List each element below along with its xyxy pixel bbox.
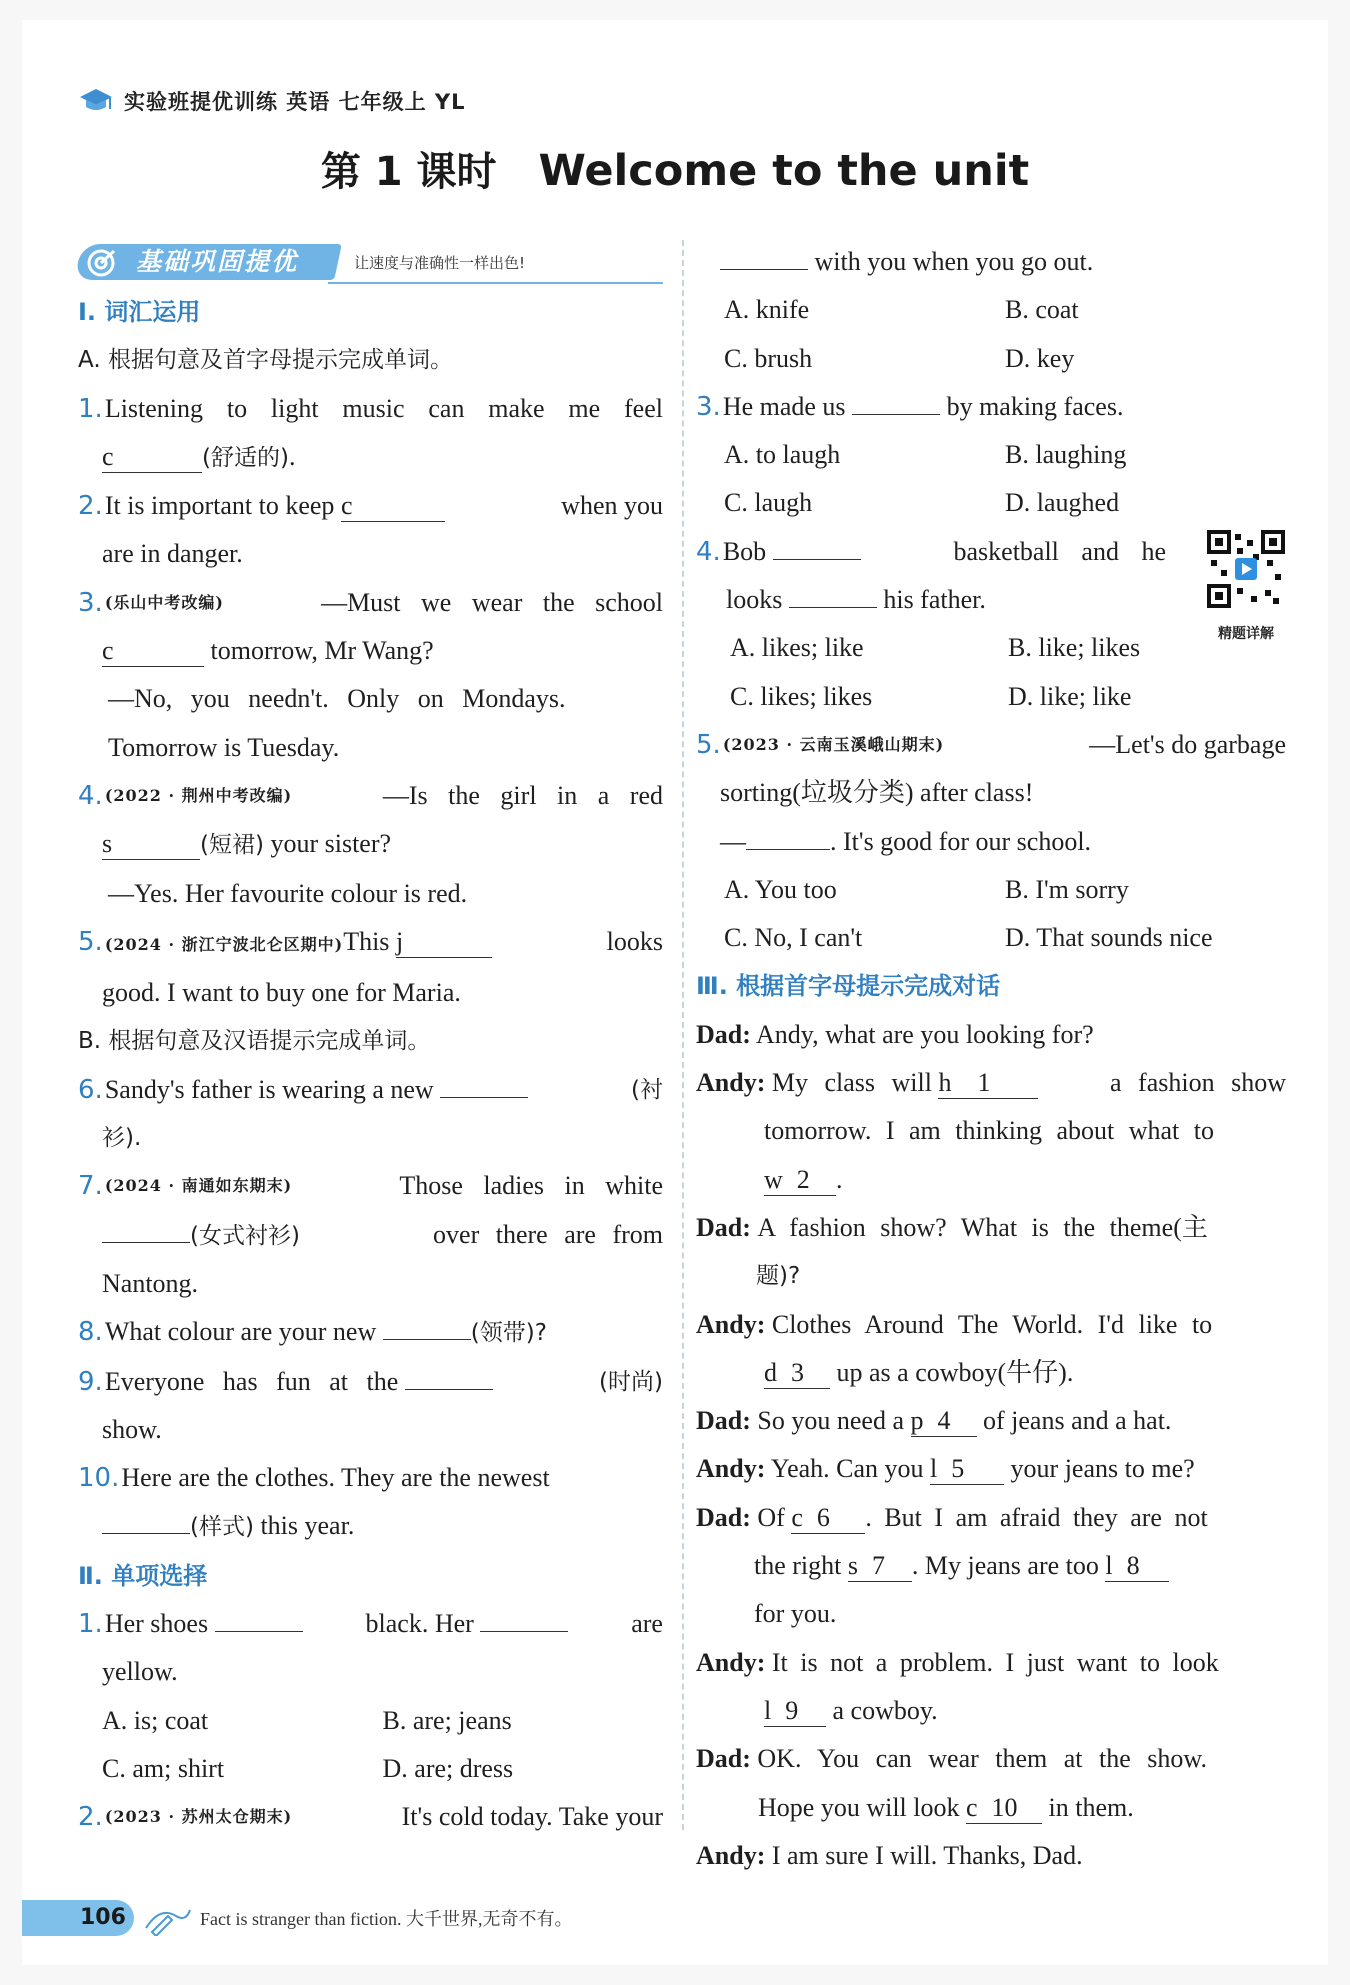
dialog-line-9b: Hope you will look c 10 in them. (758, 1792, 1134, 1822)
vocab-q3-line2: c tomorrow, Mr Wang? (102, 636, 434, 666)
option-d[interactable]: D. laughed (1005, 488, 1120, 518)
answer-blank[interactable]: h 1 (938, 1068, 1038, 1099)
mc-q2-line1: 2. (2023 · 苏州太仓期末) It's cold today. Take your (78, 1793, 663, 1841)
qr-code[interactable] (1206, 530, 1286, 644)
question-source: (2024 · 南通如东期末) (104, 1176, 293, 1196)
vocab-q7-line3: Nantong. (102, 1268, 199, 1298)
answer-blank[interactable]: s (102, 829, 200, 860)
mc-q5-options (696, 866, 1286, 963)
dialog-line-5: Dad: So you need a p 4 of jeans and a hat. (696, 1406, 1172, 1436)
vocab-q2-line2: are in danger. (102, 539, 243, 569)
page-number: 106 (22, 1900, 134, 1936)
mc-q5-line2: sorting(垃圾分类) after class! (720, 778, 1034, 808)
qr-code-icon (1207, 530, 1285, 608)
dialog-line-7b: the right s 7 . My jeans are too l 8 (696, 1542, 1286, 1590)
answer-blank[interactable] (102, 1242, 190, 1243)
dialog-line-4: Andy: Clothes Around The World. I'd like to (696, 1309, 1213, 1339)
option-a[interactable]: A. You too (724, 874, 837, 904)
dialog-line-6: Andy: Yeah. Can you l 5 your jeans to me? (696, 1454, 1195, 1484)
vocab-q2-line1: 2.It is important to keep c when you (78, 491, 663, 522)
answer-blank[interactable]: w 2 (764, 1165, 836, 1196)
question-source: (2023 · 云南玉溪峨山期末) (722, 734, 945, 754)
part-a-instruction: A. 根据句意及首字母提示完成单词。 (78, 347, 453, 374)
section-dialog-title: Ⅲ. 根据首字母提示完成对话 (696, 972, 1001, 1001)
dialog-line-3: Dad: A fashion show? What is the theme(主 (696, 1212, 1208, 1242)
banner-label: 基础巩固提优 (136, 247, 299, 276)
page-title (0, 140, 1350, 197)
dialog-line-7c: for you. (754, 1599, 837, 1629)
lesson-topic: Welcome to the unit (538, 146, 1030, 196)
option-b[interactable]: B. I'm sorry (1005, 874, 1129, 904)
vocab-q4-line1: 4. (2022 · 荆州中考改编) —Is the girl in a red (78, 772, 663, 820)
mc-q2-line2: with you when you go out. (696, 238, 1286, 286)
answer-blank[interactable] (405, 1389, 493, 1390)
dialog-line-9: Dad: OK. You can wear them at the show. (696, 1744, 1207, 1774)
vocab-q7-line2: (女式衬衫) over there are from (78, 1211, 663, 1260)
option-a[interactable]: A. is; coat (102, 1705, 209, 1735)
answer-blank[interactable]: l 5 (930, 1454, 1004, 1485)
option-a[interactable]: A. likes; like (730, 633, 864, 663)
mc-q3-line1: 3.He made us by making faces. (696, 391, 1124, 422)
answer-blank[interactable]: c 10 (966, 1793, 1042, 1824)
vocab-q6-line1: 6.Sandy's father is wearing a new (衬 (78, 1074, 663, 1105)
answer-blank[interactable]: p 4 (911, 1406, 977, 1437)
mc-q1-line1: 1.Her shoes black. Her are (78, 1609, 663, 1640)
dialog-line-8: Andy: It is not a problem. I just want to look (696, 1647, 1219, 1677)
vocab-q1-line2: c (舒适的). (102, 441, 296, 471)
vocab-q10-line1: 10.Here are the clothes. They are the newest (78, 1463, 550, 1494)
mc-q4-block (696, 528, 1286, 721)
answer-blank[interactable]: c 6 (791, 1503, 865, 1534)
vocab-q1-line1: 1.Listening to light music can make me feel (78, 393, 663, 424)
option-d[interactable]: D. That sounds nice (1005, 923, 1213, 953)
mc-q1-options (78, 1697, 663, 1794)
option-c[interactable]: C. am; shirt (102, 1753, 225, 1783)
dialog-line-2b: tomorrow. I am thinking about what to (764, 1116, 1214, 1146)
dialog-line-4b: d 3 up as a cowboy(牛仔). (764, 1357, 1074, 1387)
left-column (78, 238, 663, 1842)
answer-blank[interactable] (440, 1097, 528, 1098)
option-b[interactable]: B. like; likes (1008, 633, 1141, 663)
dialog-line-3b: 题)? (756, 1263, 801, 1290)
target-icon (86, 248, 116, 278)
answer-blank[interactable]: l 9 (764, 1696, 826, 1727)
answer-blank[interactable]: c (102, 636, 204, 667)
answer-blank[interactable] (383, 1339, 471, 1340)
vocab-q5-line1: 5. (2024 · 浙江宁波北仑区期中)This j looks (78, 926, 663, 957)
answer-blank[interactable] (480, 1631, 568, 1632)
vocab-q9-line1: 9.Everyone has fun at the (时尚) (78, 1366, 663, 1397)
answer-blank[interactable]: c (102, 442, 202, 473)
answer-blank[interactable] (215, 1631, 303, 1632)
dialog-line-10: Andy: I am sure I will. Thanks, Dad. (696, 1840, 1083, 1870)
option-d[interactable]: D. like; like (1008, 681, 1132, 711)
question-source: (2024 · 浙江宁波北仑区期中) (104, 934, 344, 954)
banner-slogan: 让速度与准确性一样出色! (354, 254, 526, 272)
answer-blank[interactable]: j (396, 927, 492, 958)
right-column (696, 238, 1286, 1880)
option-d[interactable]: D. are; dress (382, 1753, 514, 1783)
column-divider (682, 240, 684, 1830)
answer-blank[interactable] (773, 559, 861, 560)
option-c[interactable]: C. laugh (724, 488, 813, 518)
book-title: 实验班提优训练 英语 七年级上 YL (124, 90, 466, 114)
answer-blank[interactable] (746, 849, 830, 850)
option-c[interactable]: C. No, I can't (724, 923, 863, 953)
option-b[interactable]: B. coat (1005, 295, 1079, 325)
page-footer (22, 1900, 1328, 1940)
option-a[interactable]: A. knife (724, 295, 810, 325)
option-b[interactable]: B. laughing (1005, 440, 1127, 470)
mc-q5-line1: 5. (2023 · 云南玉溪峨山期末) —Let's do garbage (696, 721, 1286, 769)
book-header (78, 86, 466, 116)
answer-blank[interactable]: d 3 (764, 1358, 830, 1389)
vocab-q9-line2: show. (102, 1414, 162, 1444)
answer-blank[interactable] (852, 414, 940, 415)
vocab-q7-line1: 7. (2024 · 南通如东期末) Those ladies in white (78, 1162, 663, 1210)
mc-q4-options (696, 624, 1286, 721)
answer-blank[interactable] (102, 1533, 190, 1534)
dialog-line-8b: l 9 a cowboy. (764, 1695, 938, 1725)
answer-blank[interactable]: c (341, 491, 445, 522)
footer-quote: Fact is stranger than fiction. 大千世界,无奇不有。 (200, 1909, 573, 1929)
mc-q3-options (696, 431, 1286, 528)
option-c[interactable]: C. likes; likes (730, 681, 873, 711)
question-source: (乐山中考改编) (104, 592, 224, 612)
dialog-line-2: Andy: My class will h 1 a fashion show (696, 1068, 1286, 1098)
answer-blank[interactable]: l 8 (1105, 1551, 1169, 1582)
vocab-q3-line4: Tomorrow is Tuesday. (108, 732, 340, 762)
option-c[interactable]: C. brush (724, 343, 813, 373)
vocab-q4-line3: —Yes. Her favourite colour is red. (108, 878, 468, 908)
banner-rule (328, 282, 663, 284)
mc-q5-line3: — . It's good for our school. (720, 826, 1092, 856)
qr-caption: 精题详解 (1218, 626, 1274, 643)
part-b-instruction: B. 根据句意及汉语提示完成单词。 (78, 1028, 431, 1055)
dialog-line-2c: w 2 . (764, 1164, 843, 1194)
question-source: (2023 · 苏州太仓期末) (104, 1807, 293, 1827)
answer-blank[interactable]: s 7 (848, 1551, 912, 1582)
mc-q4-line2: looks his father. (726, 585, 986, 615)
vocab-q3-line1: 3. (乐山中考改编) —Must we wear the school (78, 579, 663, 627)
option-d[interactable]: D. key (1005, 343, 1075, 373)
graduation-cap-icon (78, 87, 114, 115)
mc-q4-line1: 4.Bob basketball and he (696, 536, 1166, 567)
answer-blank[interactable] (789, 607, 877, 608)
pencil-doodle-icon (142, 1902, 194, 1936)
section-mc-title: Ⅱ. 单项选择 (78, 1561, 208, 1590)
option-b[interactable]: B. are; jeans (382, 1705, 512, 1735)
vocab-q6-line2: 衫). (102, 1125, 142, 1152)
vocab-q4-line2: s (短裙) your sister? (102, 829, 392, 859)
question-source: (2022 · 荆州中考改编) (104, 785, 293, 805)
vocab-q10-line2: (样式) this year. (78, 1502, 663, 1551)
question-number: 1. (78, 393, 103, 424)
vocab-q3-line3: —No, you needn't. Only on Mondays. (108, 684, 566, 714)
dialog-line-1: Dad: Andy, what are you looking for? (696, 1019, 1094, 1049)
section-vocab-title: Ⅰ. 词汇运用 (78, 298, 201, 326)
dialog-line-7: Dad: Of c 6 . But I am afraid they are not (696, 1502, 1208, 1532)
mc-q1-line2: yellow. (102, 1657, 178, 1687)
answer-blank[interactable] (720, 269, 808, 270)
mc-q2-options (696, 286, 1286, 383)
option-a[interactable]: A. to laugh (724, 440, 841, 470)
section-banner (78, 238, 663, 284)
vocab-q5-line2: good. I want to buy one for Maria. (102, 978, 461, 1008)
lesson-number: 第 1 课时 (320, 149, 497, 195)
vocab-q8: 8.What colour are your new (领带)? (78, 1317, 547, 1348)
